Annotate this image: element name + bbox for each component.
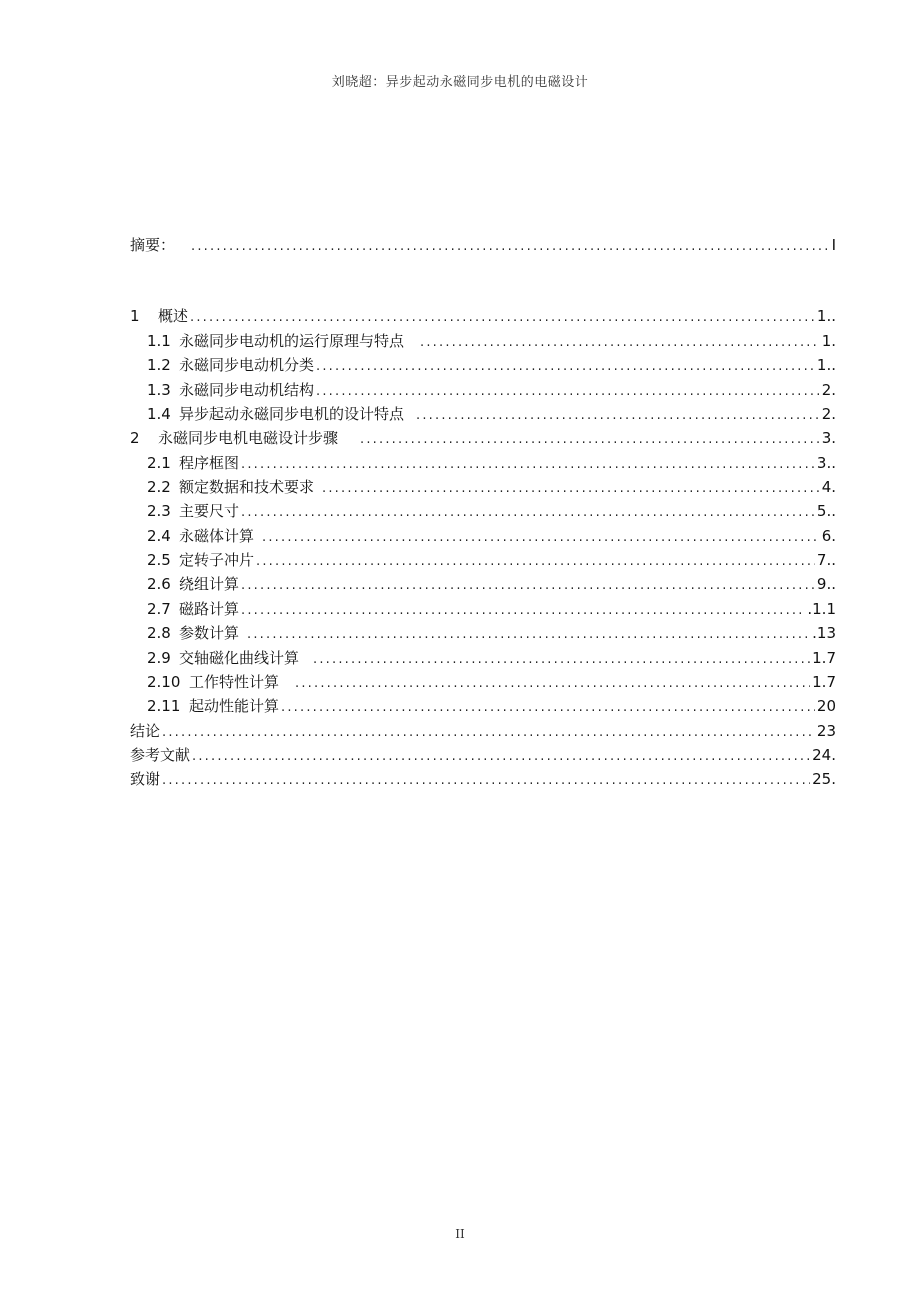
toc-entry-references[interactable] (130, 744, 836, 766)
toc-dot-leader (322, 478, 820, 500)
toc-entry-title: 定转子冲片 (179, 551, 255, 569)
page-number: II (455, 1227, 465, 1241)
toc-entry-1-2[interactable] (147, 354, 836, 376)
toc-dot-leader (241, 575, 815, 597)
toc-entry-title: 永磁同步电动机分类 (179, 356, 315, 374)
toc-entry-number: 2.3 (147, 502, 171, 520)
toc-entry-title: 永磁同步电动机结构 (179, 381, 315, 399)
toc-entry-number: 1.3 (147, 381, 171, 399)
toc-entry-number: 2.9 (147, 649, 171, 667)
toc-entry-title: 交轴磁化曲线计算 (179, 649, 300, 667)
toc-entry-page: 5.. (816, 502, 836, 520)
toc-dot-leader (360, 429, 820, 451)
toc-entry-title: 永磁同步电动机的运行原理与特点 (179, 332, 405, 350)
toc-dot-leader (241, 454, 815, 476)
toc-entry-2-9[interactable] (147, 647, 836, 669)
toc-entry-2-5[interactable] (147, 549, 836, 571)
toc-entry-title: 起动性能计算 (189, 697, 280, 715)
toc-entry-page: .13 (812, 624, 836, 642)
toc-entry-2-1[interactable] (147, 452, 836, 474)
toc-entry-2-2[interactable] (147, 476, 836, 498)
toc-dot-leader (190, 307, 815, 329)
toc-entry-2[interactable] (130, 427, 836, 449)
toc-entry-number: 1.2 (147, 356, 171, 374)
toc-entry-abstract[interactable] (130, 234, 836, 256)
toc-dot-leader (420, 332, 820, 354)
toc-dot-leader (295, 673, 810, 695)
toc-entry-page: 1. (821, 332, 836, 350)
toc-entry-title: 额定数据和技术要求 (179, 478, 315, 496)
toc-entry-page: 6. (821, 527, 836, 545)
toc-dot-leader (262, 527, 820, 549)
toc-entry-page: 25. (812, 770, 836, 788)
toc-entry-number: 1.4 (147, 405, 171, 423)
toc-entry-page: 2. (821, 405, 836, 423)
toc-entry-page: 3. (821, 429, 836, 447)
toc-entry-number: 2.7 (147, 600, 171, 618)
toc-entry-number: 2.11 (147, 697, 181, 715)
toc-entry-2-7[interactable] (147, 598, 836, 620)
toc-dot-leader (247, 624, 810, 646)
toc-entry-page: 7.. (816, 551, 836, 569)
toc-entry-acknowledgements[interactable] (130, 768, 836, 790)
toc-entry-title: 工作特性计算 (189, 673, 280, 691)
toc-dot-leader (416, 405, 820, 427)
toc-entry-title: 永磁体计算 (179, 527, 255, 545)
toc-entry-page: 20 (816, 697, 836, 715)
toc-dot-leader (256, 551, 815, 573)
toc-entry-number: 2.6 (147, 575, 171, 593)
toc-entry-title: 参数计算 (179, 624, 240, 642)
toc-entry-page: 1.7 (812, 649, 836, 667)
toc-entry-page: 1.. (816, 307, 836, 325)
toc-dot-leader (241, 600, 805, 622)
toc-entry-title: 摘要： (130, 236, 176, 254)
toc-dot-leader (192, 746, 810, 768)
toc-entry-2-11[interactable] (147, 695, 836, 717)
toc-entry-title: 结论 (130, 722, 161, 740)
toc-entry-2-3[interactable] (147, 500, 836, 522)
toc-entry-page: 3.. (816, 454, 836, 472)
toc-entry-title: 永磁同步电机电磁设计步骤 (158, 429, 339, 447)
toc-entry-page: 2. (821, 381, 836, 399)
toc-entry-page: 9.. (816, 575, 836, 593)
toc-entry-2-6[interactable] (147, 573, 836, 595)
toc-dot-leader (162, 770, 810, 792)
toc-entry-1-3[interactable] (147, 379, 836, 401)
toc-entry-page: 4. (821, 478, 836, 496)
toc-entry-title: 概述 (158, 307, 189, 325)
toc-dot-leader (316, 356, 815, 378)
toc-dot-leader (313, 649, 810, 671)
toc-entry-number: 2.4 (147, 527, 171, 545)
toc-entry-number: 2 (130, 429, 140, 447)
toc-dot-leader (241, 502, 815, 524)
toc-entry-page: 23 (816, 722, 836, 740)
running-header: 刘晓超：异步起动永磁同步电机的电磁设计 (331, 75, 589, 90)
toc-entry-1-1[interactable] (147, 330, 836, 352)
toc-dot-leader (316, 381, 820, 403)
toc-entry-title: 致谢 (130, 770, 161, 788)
toc-entry-title: 绕组计算 (179, 575, 240, 593)
toc-dot-leader (162, 722, 815, 744)
toc-entry-number: 2.5 (147, 551, 171, 569)
toc-entry-conclusion[interactable] (130, 720, 836, 742)
toc-entry-number: 1.1 (147, 332, 171, 350)
toc-dot-leader (191, 236, 830, 258)
toc-entry-page: 24. (812, 746, 836, 764)
toc-entry-number: 1 (130, 307, 140, 325)
toc-entry-title: 主要尺寸 (179, 502, 240, 520)
toc-entry-title: 磁路计算 (179, 600, 240, 618)
toc-entry-2-4[interactable] (147, 525, 836, 547)
toc-entry-number: 2.10 (147, 673, 181, 691)
toc-entry-number: 2.2 (147, 478, 171, 496)
toc-entry-page: 1.. (816, 356, 836, 374)
toc-entry-2-8[interactable] (147, 622, 836, 644)
toc-entry-number: 2.8 (147, 624, 171, 642)
toc-entry-1-4[interactable] (147, 403, 836, 425)
toc-entry-number: 2.1 (147, 454, 171, 472)
toc-entry-page: I (831, 236, 836, 254)
toc-entry-title: 异步起动永磁同步电机的设计特点 (179, 405, 405, 423)
toc-entry-2-10[interactable] (147, 671, 836, 693)
toc-entry-title: 程序框图 (179, 454, 240, 472)
toc-entry-1[interactable] (130, 305, 836, 327)
toc-dot-leader (281, 697, 815, 719)
toc-entry-page: .1.1 (807, 600, 836, 618)
toc-entry-title: 参考文献 (130, 746, 191, 764)
toc-entry-page: 1.7 (812, 673, 836, 691)
